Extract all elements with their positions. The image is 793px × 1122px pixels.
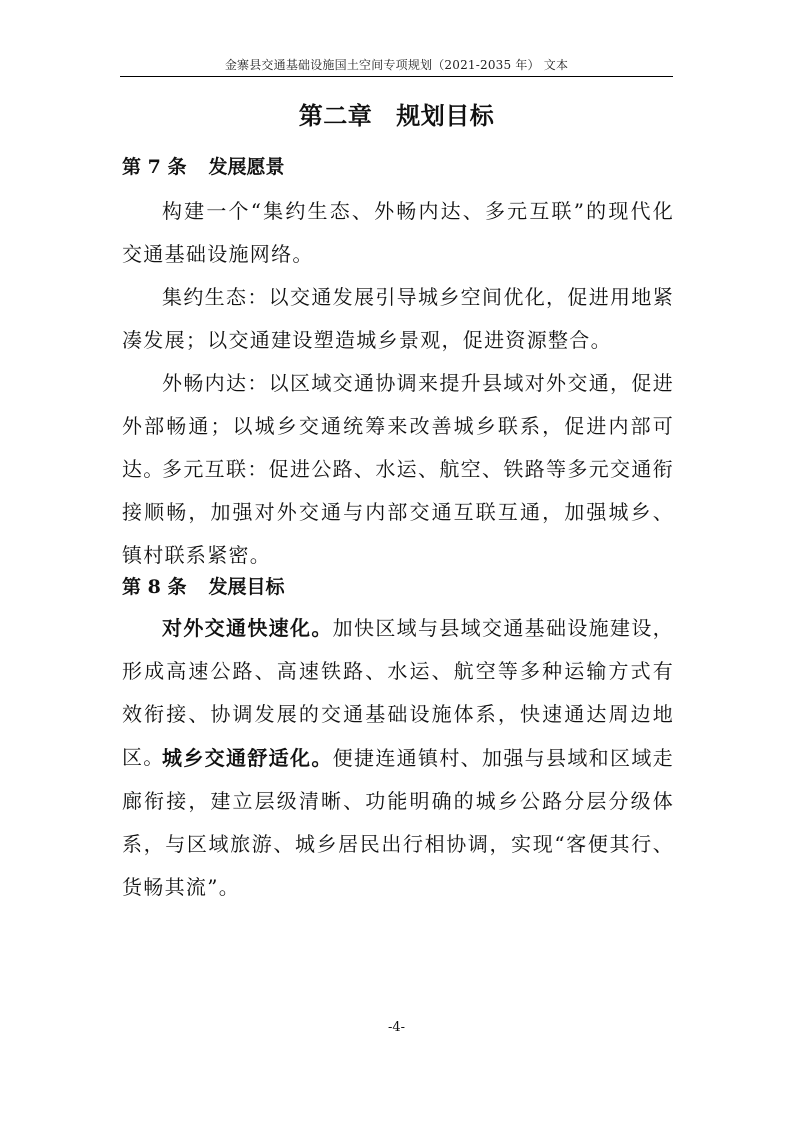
goal-1-lead: 对外交通快速化。 [162,616,333,640]
article-7-paragraph-3: 多元互联：促进公路、水运、航空、铁路等多元交通衔接顺畅，加强对外交通与内部交通互联互通，加强城乡、镇村联系紧密。 [122,457,674,567]
article-8-goal-2 [122,737,674,909]
article-8-heading [122,572,284,599]
article-8-label: 第 8 条 [122,576,187,598]
goal-2-lead: 城乡交通舒适化。 [162,746,333,770]
header-rule [120,76,673,77]
article-7-heading [122,152,284,179]
chapter-name: 规划目标 [396,101,495,130]
article-8-title: 发展目标 [208,576,285,598]
goal-2-text: 便捷连通镇村、加强与县域和区域走廊衔接，建立层级清晰、功能明确的城乡公路分层分级体系，与区域旅游、城乡居民出行相协调，实现“客便其行、货畅其流”。 [122,746,674,899]
chapter-title [0,96,793,131]
article-7-paragraph-1: 集约生态：以交通发展引导城乡空间优化，促进用地紧凑发展；以交通建设塑造城乡景观，促进资源整合。 [122,285,674,352]
chapter-label: 第二章 [298,101,373,130]
article-7-paragraph-2: 外畅内达：以区域交通协调来提升县域对外交通，促进外部畅通；以城乡交通统筹来改善城乡联系，促进内部可达。 [122,371,674,481]
article-7-title: 发展愿景 [208,156,285,178]
article-7-label: 第 7 条 [122,156,187,178]
article-7-intro: 构建一个“集约生态、外畅内达、多元互联”的现代化交通基础设施网络。 [122,199,674,266]
running-header: 金寨县交通基础设施国土空间专项规划（2021-2035 年） 文本 [224,58,569,72]
goal-1-text: 加快区域与县域交通基础设施建设，形成高速公路、高速铁路、水运、航空等多种运输方式有效衔接、协调发展的交通基础设施体系，快速通达周边地区。 [122,616,674,769]
page-number: -4- [387,1020,406,1035]
